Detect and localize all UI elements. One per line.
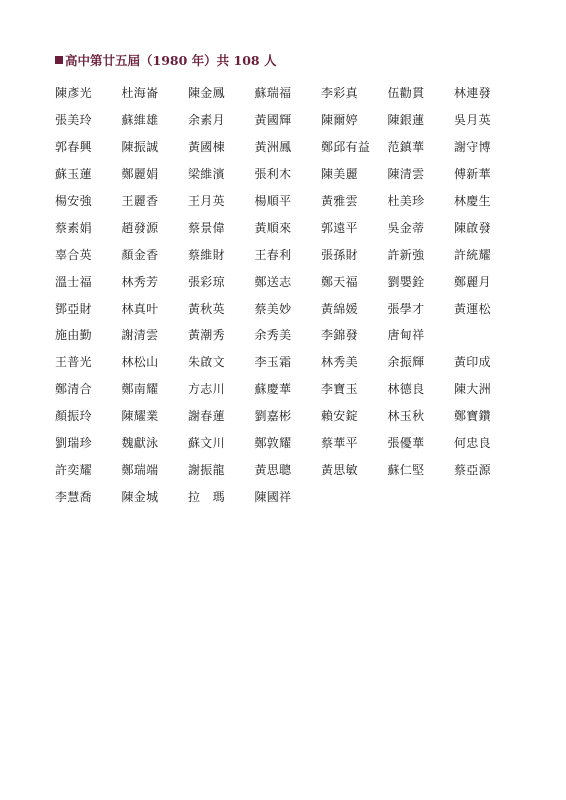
graduate-name: 王春利 (254, 247, 292, 262)
graduate-name: 王普光 (55, 355, 92, 370)
graduate-name: 陳銀蓮 (387, 113, 425, 128)
graduate-name: 鄭瑞端 (121, 462, 159, 477)
graduate-name: 林松山 (121, 355, 159, 370)
graduate-name: 杜海崙 (121, 86, 159, 101)
name-row (55, 214, 515, 241)
graduate-name: 黃國輝 (254, 113, 292, 128)
name-row (55, 349, 515, 376)
graduate-name: 余振輝 (387, 355, 425, 370)
graduate-name: 張彩琼 (188, 274, 225, 289)
graduate-name: 方志川 (188, 382, 225, 397)
graduate-name: 林玉秋 (387, 409, 425, 424)
graduate-name: 鄭清合 (55, 382, 92, 397)
graduate-name: 陳國祥 (254, 489, 292, 504)
graduate-name: 李玉霜 (254, 355, 292, 370)
graduate-name: 鄭邱有益 (321, 140, 371, 155)
name-row (55, 295, 515, 322)
graduate-name: 劉瑞珍 (55, 436, 92, 451)
graduate-name: 趙發源 (121, 220, 159, 235)
graduate-name: 顏振玲 (55, 409, 92, 424)
graduate-name: 鄭麗月 (454, 274, 491, 289)
graduate-name: 余秀美 (254, 328, 292, 343)
graduate-name: 張優華 (387, 436, 425, 451)
graduate-name: 王月英 (188, 194, 225, 208)
graduate-name: 林秀美 (321, 355, 358, 370)
graduate-name: 黃綿媛 (321, 301, 358, 316)
graduate-name: 劉嬰銓 (387, 274, 425, 289)
graduate-name: 蔡素娟 (55, 220, 92, 235)
graduate-name: 蘇文川 (188, 436, 225, 451)
graduate-name: 余素月 (188, 113, 225, 128)
graduate-name: 陳金鳳 (188, 86, 225, 101)
graduate-name: 許奕耀 (55, 462, 92, 477)
graduate-name: 林連發 (454, 86, 491, 101)
graduate-name: 鄭送志 (254, 274, 292, 289)
graduate-name: 陳美麗 (321, 167, 358, 182)
graduate-name: 梁維濱 (188, 167, 225, 182)
graduate-name: 黃運松 (454, 301, 491, 316)
graduate-name: 許新強 (387, 247, 425, 262)
graduate-name: 謝守博 (454, 140, 491, 155)
graduate-name: 楊順平 (254, 194, 292, 208)
graduate-name: 黃印成 (454, 355, 491, 370)
graduate-name: 王麗香 (121, 194, 159, 208)
graduate-name: 黃思聰 (254, 462, 292, 477)
graduate-name: 張學才 (387, 301, 425, 316)
graduate-name: 李彩真 (321, 86, 358, 101)
graduate-name: 林德良 (387, 382, 425, 397)
graduate-name: 陳耀業 (121, 409, 159, 424)
graduate-name: 蘇仁堅 (387, 462, 425, 477)
graduate-name: 施由勤 (55, 328, 92, 343)
graduate-name: 郭遠平 (321, 220, 358, 235)
graduate-name: 張美玲 (55, 113, 92, 128)
graduate-name: 林慶生 (454, 194, 491, 208)
graduate-name: 謝春蓮 (188, 409, 225, 424)
graduate-name: 何忠良 (454, 436, 491, 451)
graduate-name: 賴安錠 (321, 409, 358, 424)
name-row (55, 430, 515, 457)
name-row (55, 188, 515, 215)
graduate-name: 辜合英 (55, 247, 92, 262)
graduate-name: 謝振龍 (188, 462, 225, 477)
graduate-name: 蔡維財 (188, 247, 225, 262)
graduate-name: 李寶玉 (321, 382, 358, 397)
name-row (55, 456, 515, 483)
graduate-name: 黃順來 (254, 220, 292, 235)
graduate-name: 傅新華 (454, 167, 491, 182)
graduate-name: 鄭敦耀 (254, 436, 292, 451)
graduate-name: 鄭寶鑽 (454, 409, 491, 424)
graduate-name: 許統耀 (454, 247, 491, 262)
graduate-name: 拉 瑪 (188, 489, 225, 504)
graduate-name: 陳金城 (121, 489, 159, 504)
heading-title: 高中第廿五屆（1980 年）共 108 人 (65, 53, 277, 68)
graduate-name: 溫士福 (55, 274, 92, 289)
graduate-name: 陳大洲 (454, 382, 491, 397)
graduate-name: 黃秋英 (188, 301, 225, 316)
name-row (55, 268, 515, 295)
name-row (55, 322, 515, 349)
name-row (55, 161, 515, 188)
graduate-name: 蘇慶華 (254, 382, 292, 397)
graduate-name: 蔡亞源 (454, 462, 491, 477)
graduate-name: 劉嘉彬 (254, 409, 292, 424)
graduate-name: 魏獻泳 (121, 436, 159, 451)
graduate-name: 蘇維雄 (121, 113, 159, 128)
graduate-name: 蘇瑞福 (254, 86, 292, 101)
graduate-name: 吳月英 (454, 113, 491, 128)
section-heading (55, 52, 276, 70)
graduate-name: 鄭麗娟 (121, 167, 159, 182)
graduate-name: 黃思敏 (321, 462, 358, 477)
graduate-name: 陳振誠 (121, 140, 159, 155)
graduate-name: 郭春興 (55, 140, 92, 155)
graduate-name: 鄧亞財 (55, 301, 92, 316)
name-row (55, 483, 515, 510)
graduate-name: 李錦發 (321, 328, 358, 343)
graduate-name: 林秀芳 (121, 274, 159, 289)
name-row (55, 107, 515, 134)
graduate-name: 陳爾婷 (321, 113, 358, 128)
graduate-name: 李慧喬 (55, 489, 92, 504)
graduate-name: 朱啟文 (188, 355, 225, 370)
graduate-name: 黃洲鳳 (254, 140, 292, 155)
graduate-name: 蔡美妙 (254, 301, 292, 316)
graduate-name: 鄭天福 (321, 274, 358, 289)
graduate-name: 陳清雲 (387, 167, 425, 182)
graduate-name: 黃雅雲 (321, 194, 358, 208)
graduate-name: 楊安強 (55, 194, 92, 208)
graduate-name: 張孫財 (321, 247, 358, 262)
graduate-name: 黃國棟 (188, 140, 225, 155)
square-bullet-icon (55, 56, 63, 64)
graduate-name: 鄭南耀 (121, 382, 159, 397)
name-row (55, 134, 515, 161)
graduate-name: 張利木 (254, 167, 292, 182)
graduate-name: 黃潮秀 (188, 328, 225, 343)
name-row (55, 403, 515, 430)
name-row (55, 376, 515, 403)
graduate-name: 唐甸祥 (387, 328, 425, 343)
graduate-name: 陳彥光 (55, 86, 92, 101)
name-row (55, 241, 515, 268)
name-row (55, 80, 515, 107)
graduate-name: 林真叶 (121, 301, 159, 316)
graduate-name: 蔡華平 (321, 436, 358, 451)
graduate-name-list (55, 80, 515, 510)
graduate-name: 顏金香 (121, 247, 159, 262)
graduate-name: 吳金蒂 (387, 220, 425, 235)
graduate-name: 范鎮華 (387, 140, 425, 155)
graduate-name: 蘇玉蓮 (55, 167, 92, 182)
graduate-name: 陳啟發 (454, 220, 491, 235)
graduate-name: 杜美珍 (387, 194, 425, 208)
graduate-name: 蔡景偉 (188, 220, 225, 235)
graduate-name: 伍勸貫 (387, 86, 425, 101)
graduate-name: 謝清雲 (121, 328, 159, 343)
